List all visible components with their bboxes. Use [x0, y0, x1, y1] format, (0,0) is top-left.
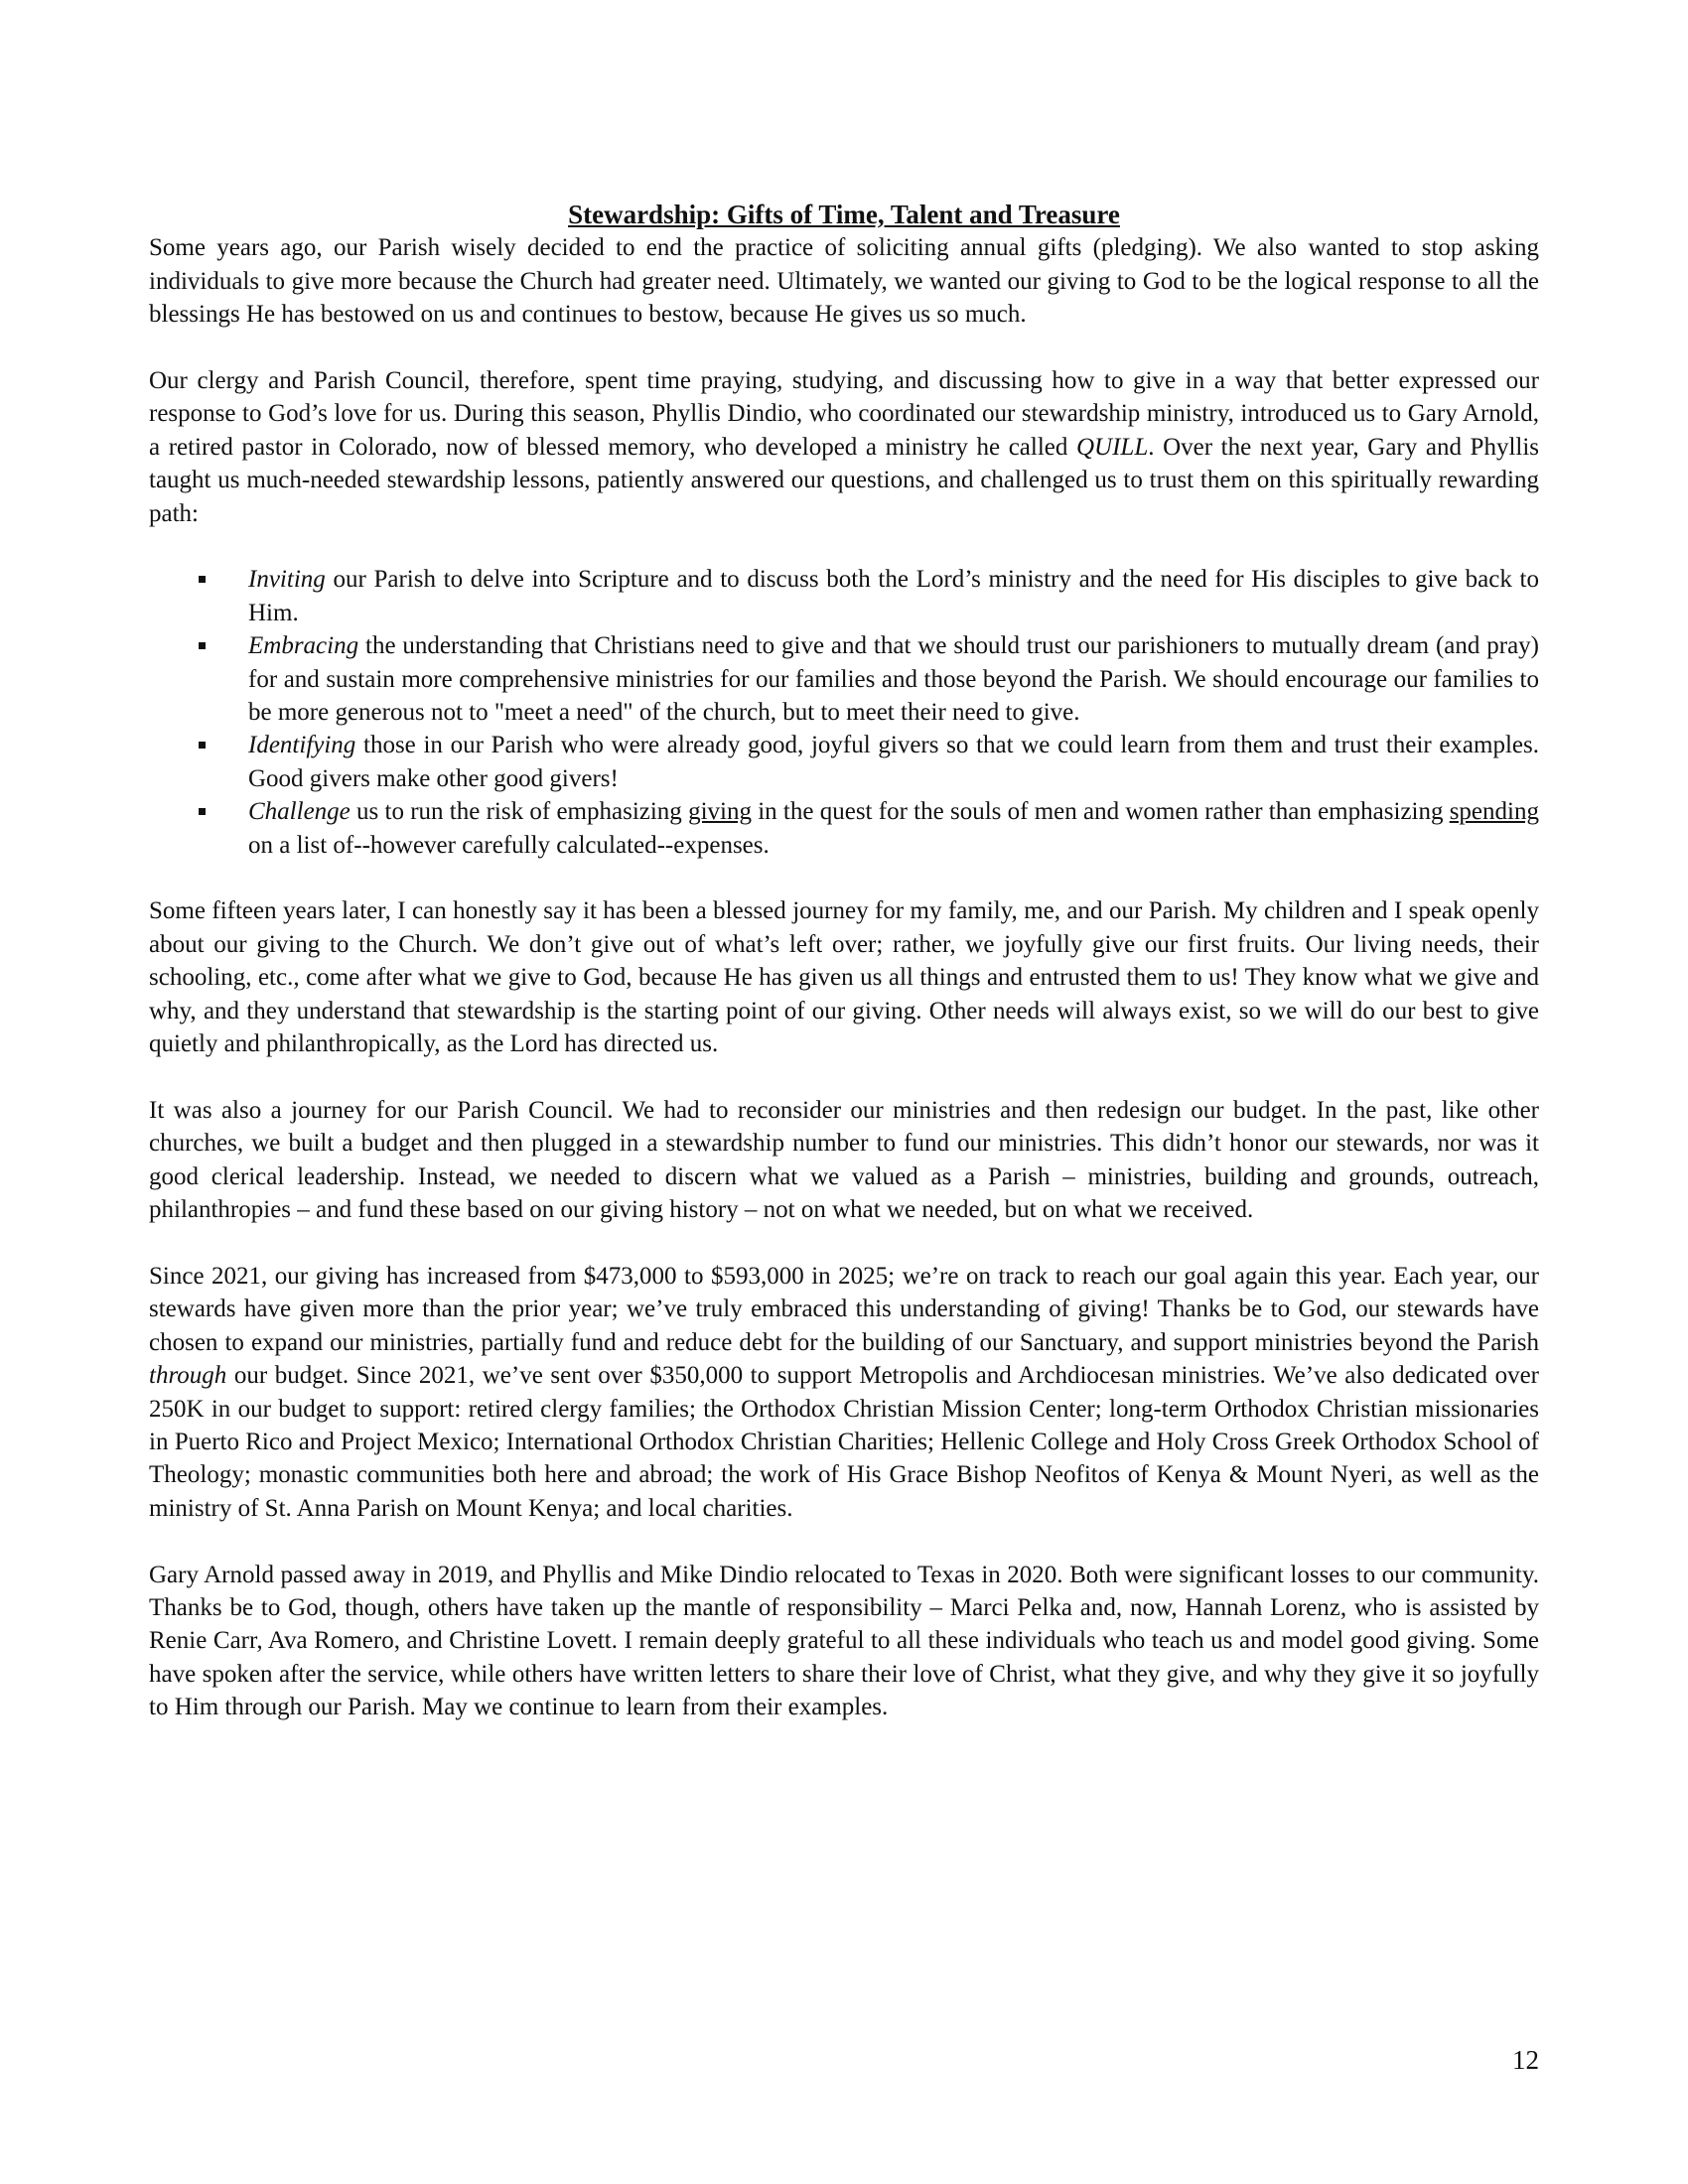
bullet-item-challenge: [149, 795, 1539, 862]
stewardship-bullet-list: [149, 563, 1539, 862]
page-number: 12: [1512, 2045, 1539, 2075]
paragraph-giving-text-a: Since 2021, our giving has increased from $473,000 to $593,000 in 2025; we’re on track to reach our goal again this year. Each year, our stewards have given more than the prior year; we’ve truly embraced this understanding of giving! Thanks be to God, our stewards have chosen to expand our ministries, partially fund and reduce debt for the building of our Sanctuary, and support ministries beyond the Parish: [149, 1262, 1539, 1356]
page-title: Stewardship: Gifts of Time, Talent and Treasure: [568, 200, 1120, 229]
bullet-text-challenge-c: on a list of--however carefully calculated--expenses.: [248, 831, 770, 859]
paragraph-giving-text-b: our budget. Since 2021, we’ve sent over $350,000 to support Metropolis and Archdiocesan ministries. We’ve also dedicated over 250K in our budget to support: retired clergy families; the Orthodox Christian Mission Center; long-term Orthodox Christian missionaries in Puerto Rico and Project Mexico; International Orthodox Christian Charities; Hellenic College and Holy Cross Greek Orthodox School of Theology; monastic communities both here and abroad; the work of His Grace Bishop Neofitos of Kenya & Mount Nyeri, as well as the ministry of St. Anna Parish on Mount Kenya; and local charities.: [149, 1362, 1539, 1522]
bullet-lead-identifying: Identifying: [248, 732, 356, 759]
bullet-item-inviting: [149, 563, 1539, 629]
bullet-text-challenge-a: us to run the risk of emphasizing: [350, 798, 689, 826]
bullet-lead-challenge: Challenge: [248, 798, 351, 826]
paragraph-clergy-text-b: . Over the next year, Gary and Phyllis taught us much-needed stewardship lessons, patiently answered our questions, and challenged us to trust them on this spiritually rewarding path:: [149, 433, 1540, 527]
bullet-text-embracing: the understanding that Christians need to give and that we should trust our parishioners to mutually dream (and pray) for and sustain more comprehensive ministries for our families and those beyond the Parish. We should encourage our families to be more generous not to "meet a need" of the church, but to meet their need to give.: [248, 632, 1539, 727]
bullet-text-inviting: our Parish to delve into Scripture and to discuss both the Lord’s ministry and the need for His disciples to give back to Him.: [248, 566, 1539, 626]
paragraph-clergy-text-a: Our clergy and Parish Council, therefore, spent time praying, studying, and discussing how to give in a way that better expressed our response to God’s love for us. During this season, Phyllis Dindio, who coordinated our stewardship ministry, introduced us to Gary Arnold, a retired pastor in Colorado, now of blessed memory, who developed a ministry he called: [149, 367, 1539, 461]
paragraph-intro: Some years ago, our Parish wisely decided to end the practice of soliciting annual gifts (pledging). We also wanted to stop asking individuals to give more because the Church had greater need. Ultimately, we wanted our giving to God to be the logical response to all the blessings He has bestowed on us and continues to bestow, because He gives us so much.: [149, 234, 1539, 329]
bullet-lead-embracing: Embracing: [248, 632, 359, 660]
underlined-giving: giving: [688, 798, 752, 826]
paragraph-clergy: [149, 364, 1539, 530]
paragraph-parish-council: It was also a journey for our Parish Council. We had to reconsider our ministries and then redesign our budget. In the past, like other churches, we built a budget and then plugged in a stewardship number to fund our ministries. This didn’t honor our stewards, nor was it good clerical leadership. Instead, we needed to discern what we valued as a Parish – ministries, building and grounds, outreach, philanthropies – and fund these based on our giving history – not on what we needed, but on what we received.: [149, 1096, 1539, 1224]
through-emphasis: through: [149, 1362, 227, 1390]
bullet-text-identifying: those in our Parish who were already good, joyful givers so that we could learn from them and trust their examples. Good givers make other good givers!: [248, 732, 1539, 792]
underlined-spending: spending: [1449, 798, 1539, 826]
bullet-text-challenge-b: in the quest for the souls of men and women rather than emphasizing: [751, 798, 1450, 826]
paragraph-giving-growth: [149, 1260, 1539, 1525]
square-bullet-icon: [199, 576, 206, 583]
bullet-item-embracing: [149, 629, 1539, 729]
paragraph-gratitude: Gary Arnold passed away in 2019, and Phyllis and Mike Dindio relocated to Texas in 2020. Both were significant losses to our community. Thanks be to God, though, others have taken up the mantle of responsibility – Marci Pelka and, now, Hannah Lorenz, who is assisted by Renie Carr, Ava Romero, and Christine Lovett. I remain deeply grateful to all these individuals who teach us and model good giving. Some have spoken after the service, while others have written letters to share their love of Christ, what they give, and why they give it so joyfully to Him through our Parish. May we continue to learn from their examples.: [149, 1561, 1539, 1721]
paragraph-fifteen-years: Some fifteen years later, I can honestly say it has been a blessed journey for my family, me, and our Parish. My children and I speak openly about our giving to the Church. We don’t give out of what’s left over; rather, we joyfully give our first fruits. Our living needs, their schooling, etc., come after what we give to God, because He has given us all things and entrusted them to us! They know what we give and why, and they understand that stewardship is the starting point of our giving. Other needs will always exist, so we will do our best to give quietly and philanthropically, as the Lord has directed us.: [149, 897, 1539, 1058]
bullet-lead-inviting: Inviting: [248, 566, 326, 594]
square-bullet-icon: [199, 742, 206, 749]
square-bullet-icon: [199, 808, 206, 815]
bullet-item-identifying: [149, 729, 1539, 795]
document-page: [149, 199, 1539, 1757]
quill-emphasis: QUILL: [1075, 433, 1149, 461]
square-bullet-icon: [199, 642, 206, 649]
